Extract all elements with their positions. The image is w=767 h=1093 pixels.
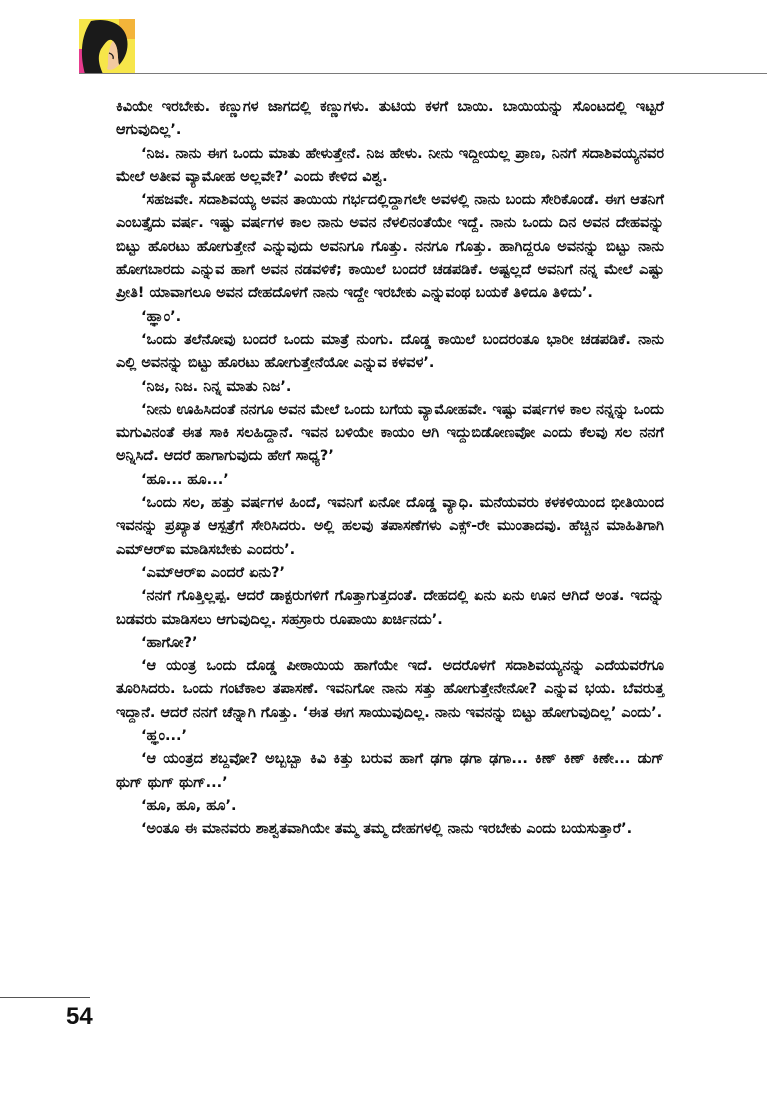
- header-divider: [79, 73, 767, 74]
- paragraph: ‘ಆ ಯಂತ್ರದ ಶಬ್ದವೋ? ಅಬ್ಬಬ್ಬಾ ಕಿವಿ ಕಿತ್ತು ಬರುವ ಹಾಗೆ ಢಗಾ ಢಗಾ ಢಗಾ... ಕಿಣ್ ಕಿಣ್ ಕಿಣೇ... ಡುಗ್ ಥುಗ್ ಥುಗ್ ಥುಗ್...’: [116, 751, 664, 791]
- paragraph: ‘ಒಂದು ಸಲ, ಹತ್ತು ವರ್ಷಗಳ ಹಿಂದೆ, ಇವನಿಗೆ ಏನೋ ದೊಡ್ಡ ವ್ಯಾಧಿ. ಮನೆಯವರು ಕಳಕಳಿಯಿಂದ ಭೀತಿಯಿಂದ ಇವನನ್ನು ಪ್ರಖ್ಯಾತ ಆಸ್ಪತ್ರೆಗೆ ಸೇರಿಸಿದರು. ಅಲ್ಲಿ ಹಲವು ತಪಾಸಣೆಗಳು ಎಕ್ಸ್-ರೇ ಮುಂತಾದವು. ಹೆಚ್ಚಿನ ಮಾಹಿತಿಗಾಗಿ ಎಮ್‌ಆರ್‌ಐ ಮಾಡಿಸಬೇಕು ಎಂದರು’.: [116, 495, 664, 558]
- paragraph: ‘ನನಗೆ ಗೊತ್ತಿಲ್ಲಪ್ಪ. ಆದರೆ ಡಾಕ್ಟರುಗಳಿಗೆ ಗೊತ್ತಾಗುತ್ತದಂತೆ. ದೇಹದಲ್ಲಿ ಏನು ಏನು ಊನ ಆಗಿದೆ ಅಂತ. ಇದನ್ನು ಬಡವರು ಮಾಡಿಸಲು ಆಗುವುದಿಲ್ಲ. ಸಹಸ್ರಾರು ರೂಪಾಯಿ ಖರ್ಚಿನದು’.: [116, 588, 664, 628]
- page-number: 54: [66, 1003, 93, 1030]
- paragraph: ‘ಎಮ್‌ಆರ್‌ಐ ಎಂದರೆ ಏನು?’: [141, 564, 286, 581]
- paragraph: ‘ಹ್ಞಾಂ’.: [141, 308, 182, 325]
- paragraph: ‘ಹಾಗೋ?’: [141, 634, 198, 651]
- paragraph: ‘ನಿಜ, ನಿಜ. ನಿನ್ನ ಮಾತು ನಿಜ’.: [141, 378, 292, 395]
- paragraph: ‘ಹ್ಞಂ...’: [141, 728, 188, 745]
- paragraph: ‘ಅಂತೂ ಈ ಮಾನವರು ಶಾಶ್ವತವಾಗಿಯೇ ತಮ್ಮ ತಮ್ಮ ದೇಹಗಳಲ್ಲಿ ನಾನು ಇರಬೇಕು ಎಂದು ಬಯಸುತ್ತಾರೆ’.: [141, 821, 633, 838]
- paragraph: ‘ಹೂ, ಹೂ, ಹೂ’.: [141, 797, 237, 814]
- paragraph: ‘ಸಹಜವೇ. ಸದಾಶಿವಯ್ಯ ಅವನ ತಾಯಿಯ ಗರ್ಭದಲ್ಲಿದ್ದಾಗಲೇ ಅವಳಲ್ಲಿ ನಾನು ಬಂದು ಸೇರಿಕೊಂಡೆ. ಈಗ ಆತನಿಗೆ ಎಂಬತ್ತೈದು ವರ್ಷ. ಇಷ್ಟು ವರ್ಷಗಳ ಕಾಲ ನಾನು ಅವನ ನೆಳಲಿನಂತೆಯೇ ಇದ್ದೆ. ನಾನು ಒಂದು ದಿನ ಅವನ ದೇಹವನ್ನು ಬಿಟ್ಟು ಹೊರಟು ಹೋಗುತ್ತೇನೆ ಎನ್ನುವುದು ಅವನಿಗೂ ಗೊತ್ತು. ನನಗೂ ಗೊತ್ತು. ಹಾಗಿದ್ದರೂ ಅವನನ್ನು ಬಿಟ್ಟು ನಾನು ಹೋಗಬಾರದು ಎನ್ನುವ ಹಾಗೆ ಅವನ ನಡವಳಿಕೆ; ಕಾಯಿಲೆ ಬಂದರೆ ಚಡಪಡಿಕೆ. ಅಷ್ಟಲ್ಲದೆ ಅವನಿಗೆ ನನ್ನ ಮೇಲೆ ಎಷ್ಟು ಪ್ರೀತಿ! ಯಾವಾಗಲೂ ಅವನ ದೇಹದೊಳಗೆ ನಾನು ಇದ್ದೇ ಇರಬೇಕು ಎನ್ನುವಂಥ ಬಯಕೆ ತಿಳಿದೂ ತಿಳಿದು’.: [116, 192, 664, 302]
- paragraph: ಕಿವಿಯೇ ಇರಬೇಕು. ಕಣ್ಣುಗಳ ಜಾಗದಲ್ಲಿ ಕಣ್ಣುಗಳು. ತುಟಿಯ ಕಳಗೆ ಬಾಯಿ. ಬಾಯಿಯನ್ನು ಸೊಂಟದಲ್ಲಿ ಇಟ್ಟರೆ ಆಗುವುದಿಲ್ಲ’.: [116, 99, 664, 139]
- paragraph: ‘ನೀನು ಊಹಿಸಿದಂತೆ ನನಗೂ ಅವನ ಮೇಲೆ ಒಂದು ಬಗೆಯ ವ್ಯಾಮೋಹವೇ. ಇಷ್ಟು ವರ್ಷಗಳ ಕಾಲ ನನ್ನನ್ನು ಒಂದು ಮಗುವಿನಂತೆ ಈತ ಸಾಕಿ ಸಲಹಿದ್ದಾನೆ. ಇವನ ಬಳಿಯೇ ಕಾಯಂ ಆಗಿ ಇದ್ದುಬಿಡೋಣವೋ ಎಂದು ಕೆಲವು ಸಲ ನನಗೆ ಅನ್ನಿಸಿದೆ. ಆದರೆ ಹಾಗಾಗುವುದು ಹೇಗೆ ಸಾಧ್ಯ?’: [116, 401, 664, 465]
- footer-divider: [0, 997, 90, 998]
- page-body-text: [116, 96, 664, 842]
- paragraph: ‘ನಿಜ. ನಾನು ಈಗ ಒಂದು ಮಾತು ಹೇಳುತ್ತೇನೆ. ನಿಜ ಹೇಳು. ನೀನು ಇದ್ದೀಯಲ್ಲ ಪ್ರಾಣ, ನಿನಗೆ ಸದಾಶಿವಯ್ಯನವರ ಮೇಲೆ ಅತೀವ ವ್ಯಾಮೋಹ ಅಲ್ಲವೇ?’ ಎಂದು ಕೇಳಿದ ವಿಶ್ವ.: [116, 145, 664, 185]
- paragraph: ‘ಆ ಯಂತ್ರ ಒಂದು ದೊಡ್ಡ ಪೀಠಾಯಿಯ ಹಾಗೆಯೇ ಇದೆ. ಅದರೊಳಗೆ ಸದಾಶಿವಯ್ಯನನ್ನು ಎದೆಯವರೆಗೂ ತೂರಿಸಿದರು. ಒಂದು ಗಂಟೆಕಾಲ ತಪಾಸಣೆ. ಇವನಿಗೋ ನಾನು ಸತ್ತು ಹೋಗುತ್ತೇನೇನೋ? ಎನ್ನುವ ಭಯ. ಬೆವರುತ್ತ ಇದ್ದಾನೆ. ಆದರೆ ನನಗೆ ಚೆನ್ನಾಗಿ ಗೊತ್ತು. ‘ಈತ ಈಗ ಸಾಯುವುದಿಲ್ಲ. ನಾನು ಇವನನ್ನು ಬಿಟ್ಟು ಹೋಗುವುದಿಲ್ಲ’ ಎಂದು’.: [116, 658, 664, 721]
- paragraph: ‘ಒಂದು ತಲೆನೋವು ಬಂದರೆ ಒಂದು ಮಾತ್ರೆ ನುಂಗು. ದೊಡ್ಡ ಕಾಯಿಲೆ ಬಂದರಂತೂ ಭಾರೀ ಚಡಪಡಿಕೆ. ನಾನು ಎಲ್ಲಿ ಅವನನ್ನು ಬಿಟ್ಟು ಹೊರಟು ಹೋಗುತ್ತೇನೆಯೋ ಎನ್ನುವ ಕಳವಳ’.: [116, 331, 664, 372]
- paragraph: ‘ಹೂ... ಹೂ...’: [141, 471, 229, 488]
- woman-profile-logo-icon: [79, 19, 135, 74]
